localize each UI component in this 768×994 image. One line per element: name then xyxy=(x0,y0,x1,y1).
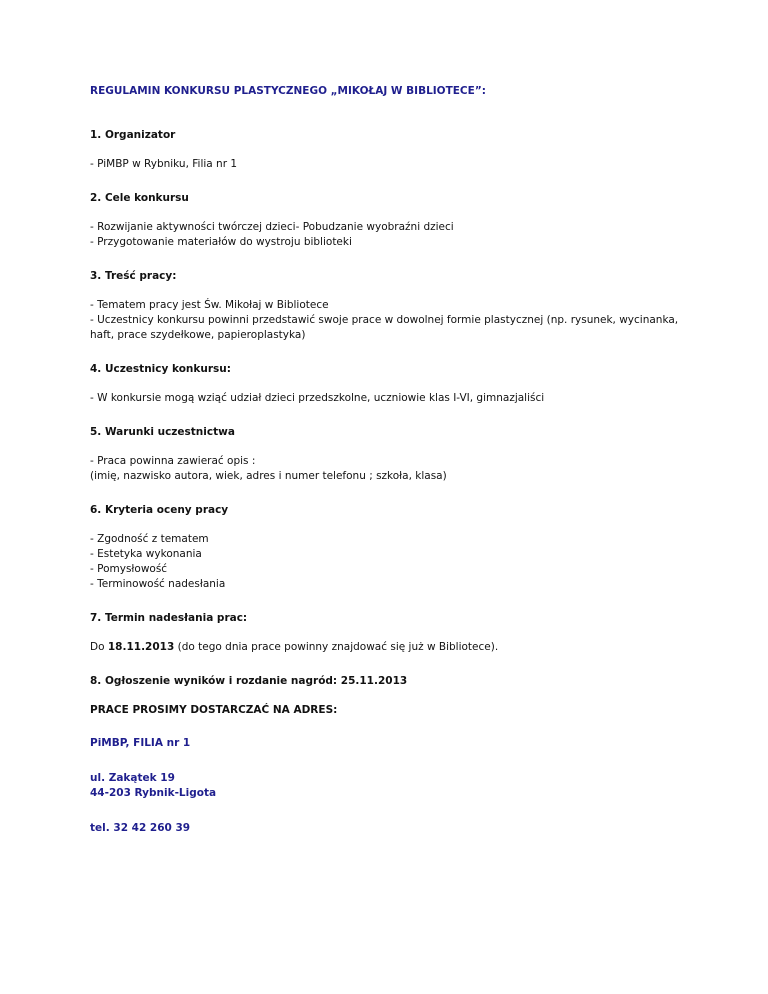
section-heading-results: 8. Ogłoszenie wyników i rozdanie nagród: 25.11.2013 xyxy=(90,675,408,687)
text-line: - Przygotowanie materiałów do wystroju biblioteki xyxy=(90,236,352,248)
address-name: PiMBP, FILIA nr 1 xyxy=(90,737,191,749)
section-heading-conditions: 5. Warunki uczestnictwa xyxy=(90,426,235,438)
text-line: - PiMBP w Rybniku, Filia nr 1 xyxy=(90,158,238,170)
deadline-prefix: Do xyxy=(90,641,108,653)
address-city: 44-203 Rybnik-Ligota xyxy=(90,787,217,799)
section-heading-content: 3. Treść pracy: xyxy=(90,270,177,282)
text-line: - Praca powinna zawierać opis : xyxy=(90,455,256,467)
section-body-goals xyxy=(90,220,690,250)
text-line: - Rozwijanie aktywności twórczej dzieci- Pobudzanie wyobraźni dzieci xyxy=(90,221,454,233)
document-title: REGULAMIN KONKURSU PLASTYCZNEGO „MIKOŁAJ W BIBLIOTECE”: xyxy=(90,85,486,97)
section-body-organizer xyxy=(90,157,690,172)
section-heading-goals: 2. Cele konkursu xyxy=(90,192,189,204)
text-line: - W konkursie mogą wziąć udział dzieci przedszkolne, uczniowie klas I-VI, gimnazjaliści xyxy=(90,392,545,404)
address-block xyxy=(90,771,690,801)
text-line: - Terminowość nadesłania xyxy=(90,578,226,590)
text-line: - Zgodność z tematem xyxy=(90,533,209,545)
text-line: - Pomysłowość xyxy=(90,563,168,575)
address-street: ul. Zakątek 19 xyxy=(90,772,175,784)
section-heading-participants: 4. Uczestnicy konkursu: xyxy=(90,363,231,375)
section-body-criteria xyxy=(90,532,690,592)
text-line: (imię, nazwisko autora, wiek, adres i numer telefonu ; szkoła, klasa) xyxy=(90,470,447,482)
section-body-deadline xyxy=(90,640,690,655)
section-body-conditions xyxy=(90,454,690,484)
section-heading-criteria: 6. Kryteria oceny pracy xyxy=(90,504,229,516)
address-phone: tel. 32 42 260 39 xyxy=(90,822,191,834)
text-line: - Tematem pracy jest Św. Mikołaj w Bibliotece xyxy=(90,299,329,311)
deadline-suffix: (do tego dnia prace powinny znajdować się już w Bibliotece). xyxy=(174,641,499,653)
section-heading-organizer: 1. Organizator xyxy=(90,129,176,141)
text-line: - Estetyka wykonania xyxy=(90,548,202,560)
text-line: - Uczestnicy konkursu powinni przedstawić swoje prace w dowolnej formie plastycznej (np. rysunek, wycinanka, haft, prace szydełkowe, papieroplastyka) xyxy=(90,314,679,341)
document-page xyxy=(90,84,690,856)
section-heading-deadline: 7. Termin nadesłania prac: xyxy=(90,612,248,624)
deadline-date: 18.11.2013 xyxy=(107,641,175,653)
delivery-heading: PRACE PROSIMY DOSTARCZAĆ NA ADRES: xyxy=(90,704,338,716)
section-body-content xyxy=(90,298,690,343)
section-body-participants xyxy=(90,391,690,406)
